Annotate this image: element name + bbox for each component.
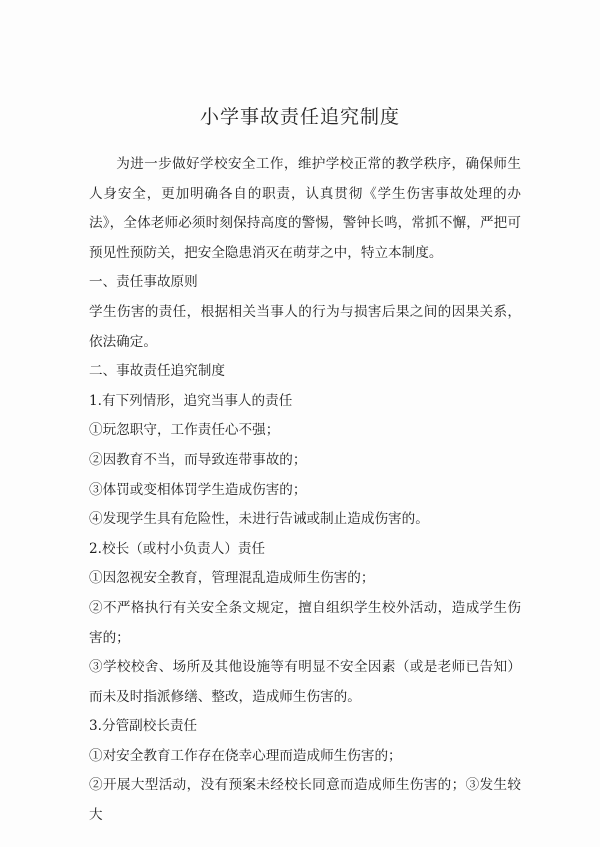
list-item: ①因忽视安全教育，管理混乱造成师生伤害的；	[89, 570, 375, 587]
principle-paragraph: 学生伤害的责任，根据相关当事人的行为与损害后果之间的因果关系，依法确定。	[89, 303, 521, 350]
list-item: ④发现学生具有危险性，未进行告诫或制止造成伤害的。	[89, 511, 429, 528]
page-title: 小学事故责任追究制度	[199, 106, 400, 128]
intro-paragraph: 为进一步做好学校安全工作，维护学校正常的教学秩序，确保师生人身安全，更加明确各自的职责，认真贯彻《学生伤害事故处理的办法》，全体老师必须时刻保持高度的警惕，警钟长鸣，常抓不懈，严把可预见性预防关，把安全隐患消灭在萌芽之中，特立本制度。	[89, 156, 521, 261]
section-heading-accountability: 二、事故责任追究制度	[89, 363, 225, 380]
list-item: ②因教育不当，而导致连带事故的；	[89, 451, 307, 468]
list-item: ②不严格执行有关安全条文规定，擅自组织学生校外活动，造成学生伤害的；	[89, 599, 521, 646]
subheading-party-responsibility: 1.有下列情形，追究当事人的责任	[89, 392, 293, 409]
list-item: ①玩忽职守，工作责任心不强；	[89, 422, 280, 439]
list-item: ①对安全教育工作存在侥幸心理而造成师生伤害的；	[89, 747, 402, 764]
list-item: ③学校校舍、场所及其他设施等有明显不安全因素（或是老师已告知）而未及时指派修缮、整改，造成师生伤害的。	[89, 659, 521, 705]
section-heading-principle: 一、责任事故原则	[89, 274, 198, 291]
list-item: ③体罚或变相体罚学生造成伤害的；	[89, 481, 307, 498]
document-body	[89, 150, 521, 831]
list-item: ②开展大型活动，没有预案未经校长同意而造成师生伤害的；③发生较大	[89, 777, 521, 824]
subheading-vice-principal-responsibility: 3.分管副校长责任	[89, 718, 198, 735]
subheading-principal-responsibility: 2.校长（或村小负责人）责任	[89, 540, 266, 557]
